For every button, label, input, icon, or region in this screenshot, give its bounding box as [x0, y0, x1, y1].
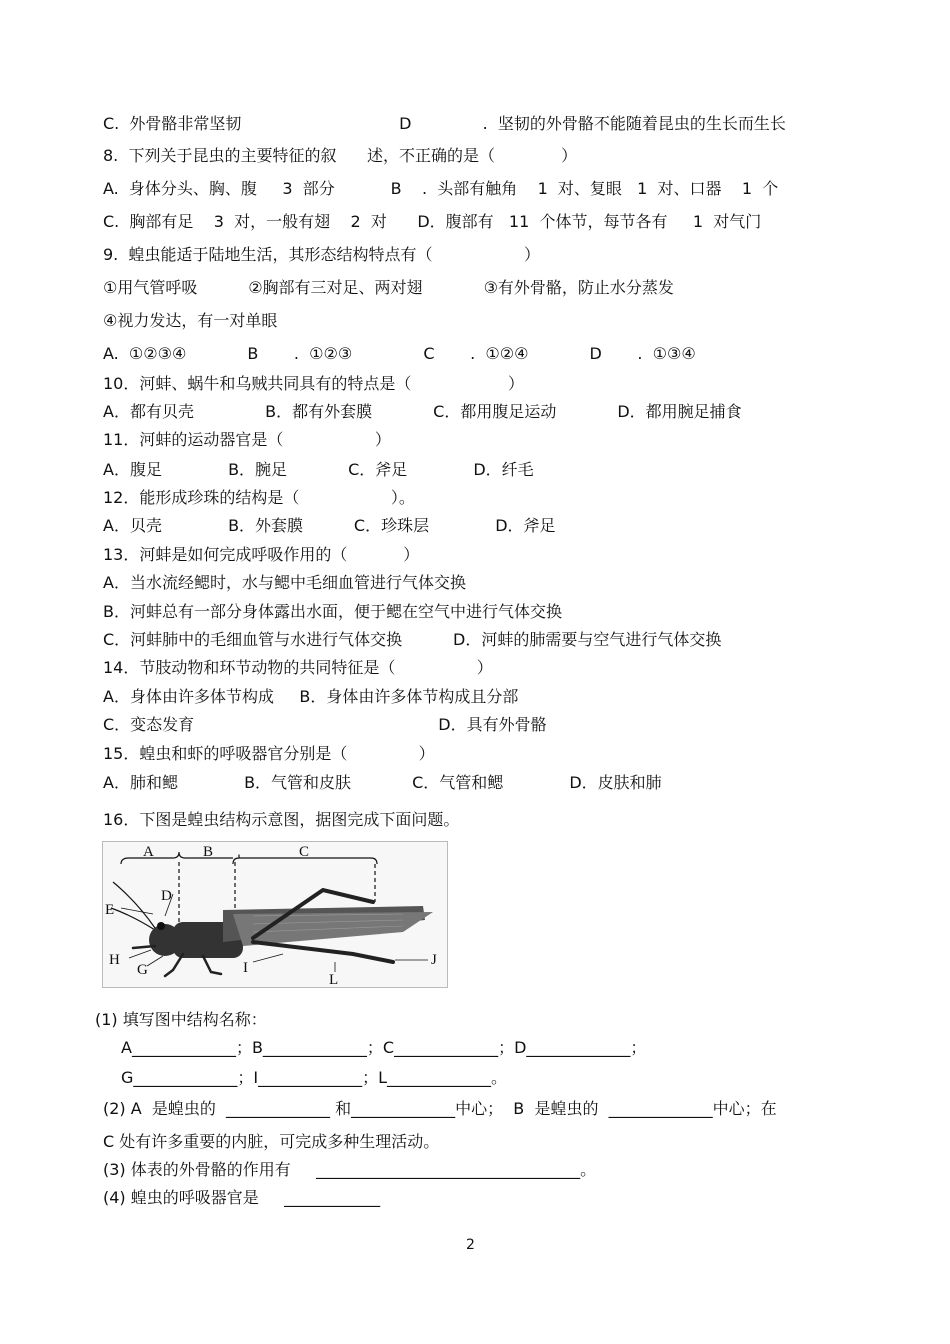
- text-line: C 处有许多重要的内脏，可完成多种生理活动。: [103, 1132, 440, 1151]
- label-B: B: [203, 844, 214, 860]
- sub-question-2: (2) A 是蝗虫的 _____________ 和_____________中心； B 是蝗虫的 _____________中心；在: [103, 1099, 777, 1118]
- text-line: A. 身体分头、胸、腹 3 部分 B . 头部有触角 1 对、复眼 1 对、口器 1 个: [103, 179, 779, 198]
- locust-illustration: [103, 842, 447, 987]
- label-L: L: [329, 972, 339, 987]
- fill-blanks-row-2: G_____________；I_____________；L_____________。: [121, 1068, 508, 1087]
- question-8: 8. 下列关于昆虫的主要特征的叙 述，不正确的是（ ）: [103, 146, 578, 165]
- text-line: C. 胸部有足 3 对，一般有翅 2 对 D．腹部有 11 个体节，每节各有 1 对气门: [103, 212, 762, 231]
- question-15: 15．蝗虫和虾的呼吸器官分别是（ ）: [103, 744, 435, 763]
- sub-question-1: (1) 填写图中结构名称：: [95, 1010, 267, 1029]
- fill-blanks-row-1: A_____________；B_____________；C_____________；D_____________；: [121, 1038, 647, 1057]
- question-14: 14．节肢动物和环节动物的共同特征是（ ）: [103, 658, 493, 677]
- text-line: A．都有贝壳 B．都有外套膜 C．都用腹足运动 D．都用腕足捕食: [103, 402, 742, 421]
- text-line: A．肺和鳃 B．气管和皮肤 C．气管和鳃 D．皮肤和肺: [103, 773, 662, 792]
- label-G: G: [137, 962, 148, 978]
- text-line: C．变态发育 D．具有外骨骼: [103, 715, 547, 734]
- question-11: 11．河蚌的运动器官是（ ）: [103, 430, 391, 449]
- text-line: ①用气管呼吸 ②胸部有三对足、两对翅 ③有外骨骼，防止水分蒸发: [103, 278, 674, 297]
- label-C: C: [299, 844, 310, 860]
- question-12: 12．能形成珍珠的结构是（ ）。: [103, 488, 415, 507]
- text-line: ④视力发达，有一对单眼: [103, 311, 278, 330]
- locust-diagram: [102, 841, 448, 988]
- text-line: B．河蚌总有一部分身体露出水面，便于鳃在空气中进行气体交换: [103, 602, 562, 621]
- page-number: 2: [466, 1237, 475, 1253]
- label-H: H: [109, 952, 120, 968]
- label-D: D: [161, 888, 172, 904]
- question-9: 9. 蝗虫能适于陆地生活，其形态结构特点有（ ）: [103, 245, 540, 264]
- text-line: C．河蚌肺中的毛细血管与水进行气体交换 D．河蚌的肺需要与空气进行气体交换: [103, 630, 722, 649]
- question-13: 13．河蚌是如何完成呼吸作用的（ ）: [103, 545, 420, 564]
- text-line: A．腹足 B．腕足 C．斧足 D．纤毛: [103, 460, 534, 479]
- text-line: A．身体由许多体节构成 B．身体由许多体节构成且分部: [103, 687, 519, 706]
- label-A: A: [143, 844, 154, 860]
- text-line: A．贝壳 B．外套膜 C．珍珠层 D．斧足: [103, 516, 556, 535]
- question-10: 10．河蚌、蜗牛和乌贼共同具有的特点是（ ）: [103, 374, 524, 393]
- label-I: I: [243, 960, 248, 976]
- text-line: A．当水流经鳃时，水与鳃中毛细血管进行气体交换: [103, 573, 466, 592]
- sub-question-3: (3) 体表的外骨骼的作用有 _________________________________。: [103, 1160, 597, 1179]
- text-line: A. ①②③④ B . ①②③ C . ①②④ D . ①③④: [103, 344, 696, 363]
- sub-question-4: (4) 蝗虫的呼吸器官是 ____________: [103, 1188, 381, 1207]
- text-line: C. 外骨骼非常坚韧 D . 坚韧的外骨骼不能随着昆虫的生长而生长: [103, 114, 786, 133]
- question-16: 16．下图是蝗虫结构示意图，据图完成下面问题。: [103, 810, 460, 829]
- label-J: J: [431, 952, 437, 968]
- label-E: E: [105, 902, 115, 918]
